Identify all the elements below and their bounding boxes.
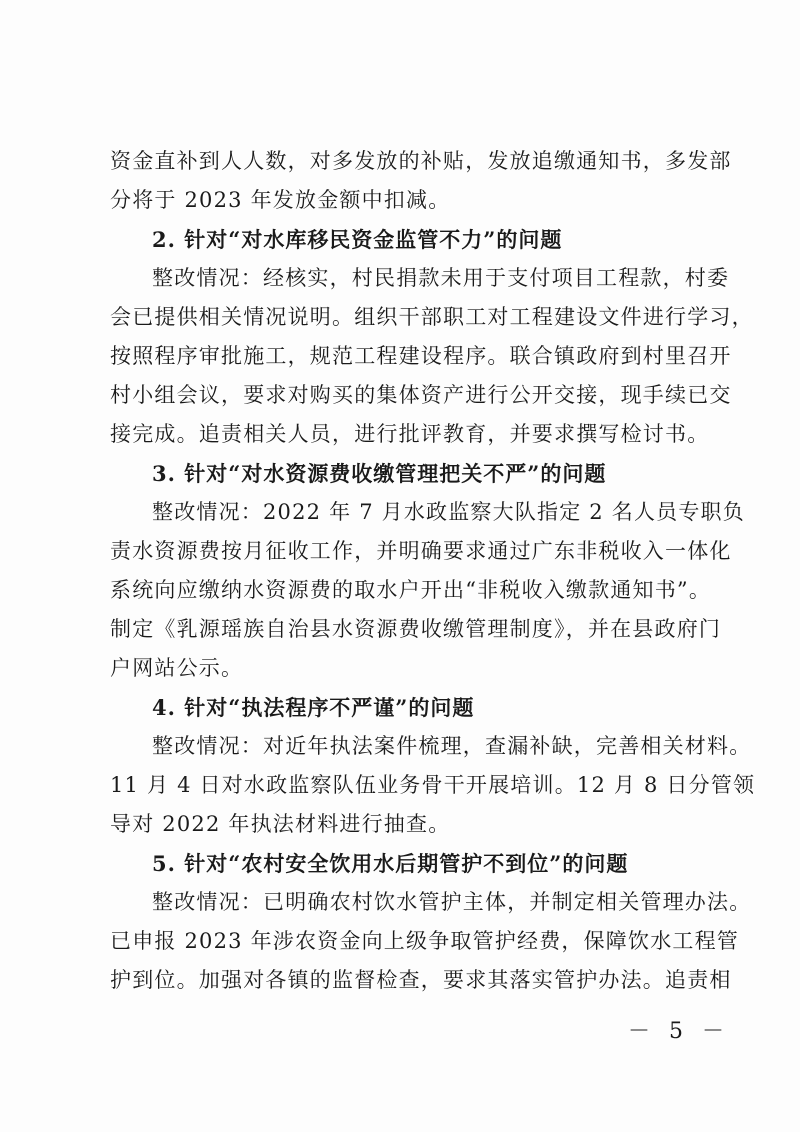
section-heading-3: 3. 针对“对水资源费收缴管理把关不严”的问题 (152, 461, 607, 486)
body-line: 已申报 2023 年涉农资金向上级争取管护经费，保障饮水工程管 (110, 929, 739, 953)
body-line: 护到位。加强对各镇的监督检查，要求其落实管护办法。追责相 (110, 968, 732, 992)
body-line: 责水资源费按月征收工作，并明确要求通过广东非税收入一体化 (110, 539, 732, 563)
section-heading-5: 5. 针对“农村安全饮用水后期管护不到位”的问题 (152, 851, 629, 876)
body-line: 导对 2022 年执法材料进行抽查。 (110, 812, 451, 836)
paragraph-start: 整改情况：对近年执法案件梳理，查漏补缺，完善相关材料。 (152, 734, 752, 758)
body-line: 按照程序审批施工，规范工程建设程序。联合镇政府到村里召开 (110, 344, 732, 368)
section-heading-2: 2. 针对“对水库移民资金监管不力”的问题 (152, 227, 563, 252)
body-line: 会已提供相关情况说明。组织干部职工对工程建设文件进行学习， (110, 305, 754, 329)
section-heading-4: 4. 针对“执法程序不严谨”的问题 (152, 695, 475, 720)
body-line: 资金直补到人人数，对多发放的补贴，发放追缴通知书，多发部 (110, 149, 732, 173)
body-line: 户网站公示。 (110, 656, 244, 680)
body-line: 接完成。追责相关人员，进行批评教育，并要求撰写检讨书。 (110, 422, 710, 446)
page-number: － 5 － (628, 1019, 730, 1044)
body-line: 村小组会议，要求对购买的集体资产进行公开交接，现手续已交 (110, 383, 732, 407)
document-body (110, 142, 756, 1000)
body-line: 11 月 4 日对水政监察队伍业务骨干开展培训。12 月 8 日分管领 (110, 773, 756, 797)
paragraph-start: 整改情况：经核实，村民捐款未用于支付项目工程款，村委 (152, 266, 730, 290)
body-line: 制定《乳源瑶族自治县水资源费收缴管理制度》，并在县政府门 (110, 617, 722, 641)
paragraph-start: 整改情况：2022 年 7 月水政监察大队指定 2 名人员专职负 (152, 500, 745, 524)
body-line: 分将于 2023 年发放金额中扣减。 (110, 188, 451, 212)
paragraph-start: 整改情况：已明确农村饮水管护主体，并制定相关管理办法。 (152, 890, 752, 914)
body-line: 系统向应缴纳水资源费的取水户开出“非税收入缴款通知书”。 (110, 578, 712, 602)
